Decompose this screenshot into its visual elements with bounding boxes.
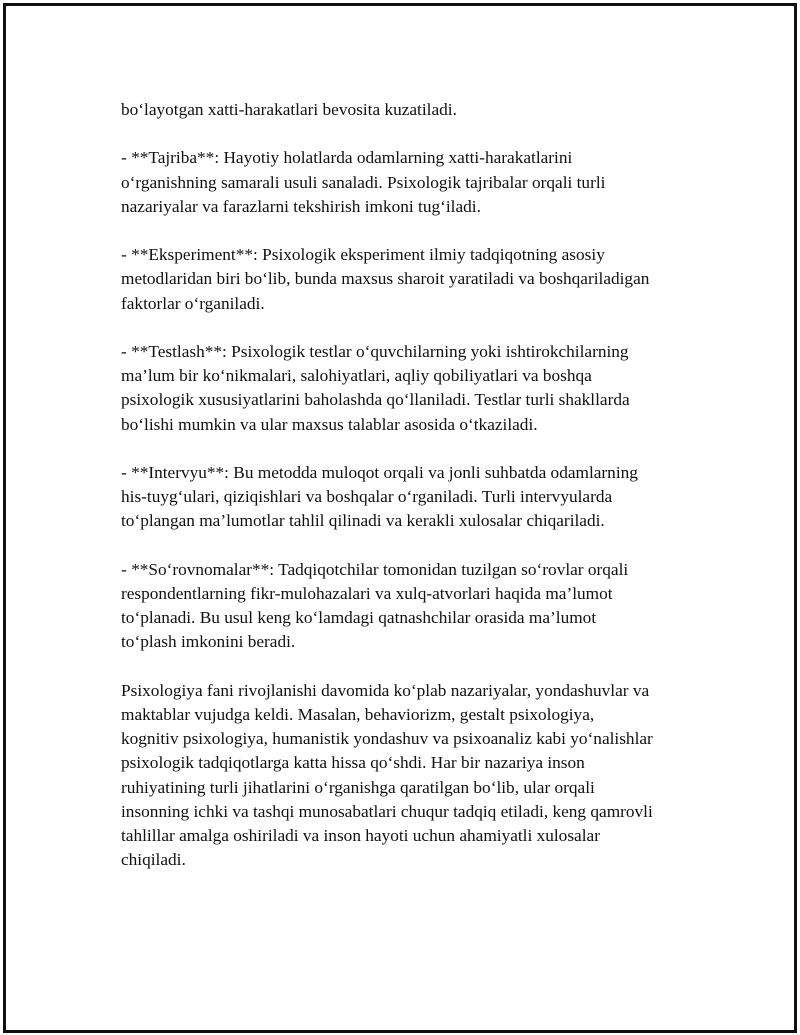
page-border (3, 3, 797, 1033)
paragraph-intervyu: - **Intervyu**: Bu metodda muloqot orqali va jonli suhbatda odamlarning his-tuyg‘ulari, qiziqishlari va boshqalar o‘rganiladi. Turli intervyularda to‘plangan ma’lumotlar tahlil qilinadi va kerakli xulosalar chiqariladi. (121, 462, 638, 531)
paragraph-conclusion: Psixologiya fani rivojlanishi davomida ko‘plab nazariyalar, yondashuvlar va maktablar vujudga keldi. Masalan, behaviorizm, gestalt psixologiya, kognitiv psixologiya, humanistik yondashuv va psixoanaliz kabi yo‘nalishlar psixologik tadqiqotlarga katta hissa qo‘shdi. Har bir nazariya inson ruhiyatining turli jihatlarini o‘rganishga qaratilgan bo‘lib, ular orqali insonning ichki va tashqi munosabatlari chuqur tadqiq etiladi, keng qamrovli tahlillar amalga oshiriladi va inson hayoti uchun ahamiyatli xulosalar chiqiladi. (121, 680, 653, 870)
paragraph-observation-end: bo‘layotgan xatti-harakatlari bevosita kuzatiladi. (121, 100, 457, 119)
paragraph-testlash: - **Testlash**: Psixologik testlar o‘quvchilarning yoki ishtirokchilarning ma’lum bir ko‘nikmalari, salohiyatlari, aqliy qobiliyatlari va boshqa psixologik xususiyatlarini baholashda qo‘llaniladi. Testlar turli shakllarda bo‘lishi mumkin va ular maxsus talablar asosida o‘tkaziladi. (121, 341, 630, 434)
document-body (121, 98, 701, 897)
paragraph-eksperiment: - **Eksperiment**: Psixologik eksperiment ilmiy tadqiqotning asosiy metodlaridan biri bo‘lib, bunda maxsus sharoit yaratiladi va boshqariladigan faktorlar o‘rganiladi. (121, 245, 650, 313)
paragraph-sorovnomalar: - **So‘rovnomalar**: Tadqiqotchilar tomonidan tuzilgan so‘rovlar orqali respondentlarning fikr-mulohazalari va xulq-atvorlari haqida ma’lumot to‘planadi. Bu usul keng ko‘lamdagi qatnashchilar orasida ma’lumot to‘plash imkonini beradi. (121, 559, 629, 652)
paragraph-tajriba: - **Tajriba**: Hayotiy holatlarda odamlarning xatti-harakatlarini o‘rganishning samarali usuli sanaladi. Psixologik tajribalar orqali turli nazariyalar va farazlarni tekshirish imkoni tug‘iladi. (121, 148, 606, 216)
